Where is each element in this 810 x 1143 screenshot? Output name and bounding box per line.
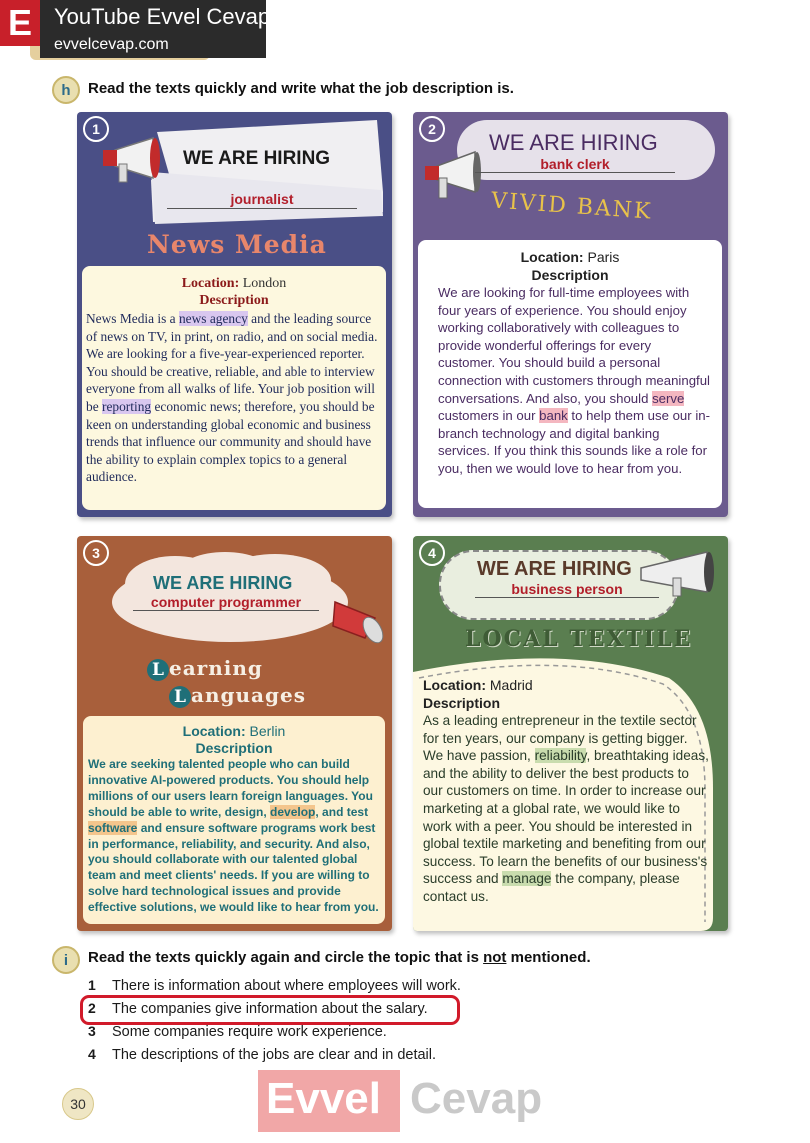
watermark-evvel: Evvel (266, 1074, 381, 1123)
company-name: VIVID BANK (490, 188, 654, 225)
desc-text: News Media is a (86, 311, 179, 326)
job-answer: business person (475, 581, 659, 598)
card-number: 4 (419, 540, 445, 566)
desc-text: to help them use our in-branch technology and digital banking services. If you think this sounds like a role for you, then we would love to hear from you. (438, 408, 710, 476)
job-card-2 (413, 112, 728, 517)
hiring-title: WE ARE HIRING (477, 558, 632, 580)
job-answer: bank clerk (475, 156, 675, 173)
job-description (86, 310, 384, 486)
company-name: LOCAL TEXTILE (465, 626, 693, 652)
company-name: News Media (147, 230, 327, 259)
brand-url[interactable]: evvelcevap.com (54, 36, 169, 53)
instruction-text: Read the texts quickly again and circle the topic that is (88, 949, 484, 966)
job-card-4 (413, 536, 728, 931)
description-label: Description (195, 740, 273, 756)
option-item-2[interactable] (88, 1000, 428, 1018)
highlighted-word: reporting (102, 398, 152, 414)
hiring-title: WE ARE HIRING (153, 573, 293, 593)
location-value: Paris (587, 249, 620, 265)
description-panel (82, 266, 386, 510)
location-line (423, 677, 533, 693)
desc-text: and ensure software programs work best in performance, reliability, and security. And also, you should collaborate with our talented global team and meet clients' needs. If you are willing to solve hard technological issues and provide effective solutions, we would like to hear from you. (88, 820, 379, 915)
highlighted-word: serve (652, 390, 685, 406)
option-text: Some companies require work experience. (112, 1024, 387, 1040)
section-i-instruction (88, 949, 591, 966)
job-description (423, 712, 709, 906)
description-label: Description (531, 267, 609, 283)
option-item-1[interactable] (88, 977, 461, 995)
desc-text: the company, please contact us. (423, 871, 680, 904)
description-label: Description (199, 293, 269, 308)
desc-text: We are looking for full-time employees with four years of experience. You should enjoy working collaboratively with colleagues to provide wonderful offerings for every customer. You should build a personal connection with customers through meaningful conversations. And also, you should (438, 285, 710, 406)
card-number: 3 (83, 540, 109, 566)
brand-title: YouTube Evvel Cevap (54, 4, 271, 29)
desc-text: and the leading source of news on TV, in print, on radio, and on social media. We are looking for a five-year-experienced reporter. You should be creative, reliable, and able to interview everyone from all walks of life. Your job position will be (86, 311, 378, 414)
location-label: Location: (182, 723, 246, 739)
section-h-instruction: Read the texts quickly and write what the job description is. (88, 80, 514, 97)
company-word: anguages (191, 683, 306, 707)
company-name-2 (169, 683, 306, 708)
desc-text: We are seeking talented people who can build innovative AI-powered products. You should help millions of our users learn foreign languages. You should be able to write, design, (88, 757, 373, 819)
company-word: earning (169, 656, 263, 680)
job-answer: journalist (167, 191, 357, 209)
watermark-cevap: Cevap (410, 1074, 543, 1123)
description-panel (418, 240, 722, 508)
company-name (147, 656, 263, 681)
highlighted-word: manage (502, 871, 552, 887)
section-h-badge: h (52, 76, 80, 104)
highlighted-word: develop (270, 804, 316, 819)
location-line (83, 723, 385, 739)
location-label: Location: (423, 677, 486, 693)
company-initial: L (147, 659, 169, 681)
desc-text: customers in our (438, 408, 540, 424)
option-item-3[interactable] (88, 1023, 387, 1041)
option-number: 3 (88, 1023, 96, 1039)
section-i-badge: i (52, 946, 80, 974)
location-line (418, 249, 722, 265)
card-number: 1 (83, 116, 109, 142)
option-text: The companies give information about the salary. (112, 1001, 428, 1017)
highlighted-word: software (88, 820, 138, 835)
desc-text: economic news; therefore, you should be keen on understanding global economic and business trends that influence our community and should have the ability to explain complex topics to a general audience. (86, 398, 375, 485)
location-value: London (242, 276, 287, 291)
job-card-3 (77, 536, 392, 931)
location-label: Location: (520, 249, 584, 265)
hiring-title: WE ARE HIRING (183, 148, 331, 169)
description-label: Description (423, 695, 501, 711)
megaphone-icon (95, 132, 165, 188)
location-value: Madrid (489, 677, 533, 693)
desc-text: , and test (315, 804, 369, 819)
location-value: Berlin (249, 723, 286, 739)
card-number: 2 (419, 116, 445, 142)
option-text: The descriptions of the jobs are clear and in detail. (112, 1047, 437, 1063)
option-text: There is information about where employees will work. (112, 978, 461, 994)
page-number: 30 (62, 1088, 94, 1120)
highlighted-word: bank (539, 408, 568, 424)
option-number: 1 (88, 977, 96, 993)
job-description (438, 284, 710, 478)
instruction-text: mentioned. (506, 949, 591, 966)
description-panel (83, 716, 385, 924)
job-description (88, 757, 382, 916)
option-item-4[interactable] (88, 1046, 436, 1064)
job-answer: computer programmer (133, 594, 319, 611)
desc-text: , breathtaking ideas, and the ability to deliver the best products to our customers on time. In order to increase our marketing at a global rate, we would like to work with a peer. You should be interested in global textile marketing and benefiting from our success. To learn the benefits of our business's success and (423, 748, 709, 887)
hiring-title: WE ARE HIRING (489, 130, 658, 155)
job-card-1 (77, 112, 392, 517)
highlighted-word: news agency (178, 311, 248, 326)
brand-logo: E (0, 0, 40, 46)
desc-text: As a leading entrepreneur in the textile sector for ten years, our company is getting bigger. We have passion, (423, 713, 697, 764)
megaphone-icon (329, 594, 389, 648)
instruction-emphasis: not (483, 949, 507, 966)
option-number: 4 (88, 1046, 96, 1062)
company-initial: L (169, 686, 191, 708)
location-line (82, 276, 386, 292)
option-number: 2 (88, 1000, 96, 1016)
location-label: Location: (181, 276, 240, 291)
megaphone-icon (419, 148, 483, 208)
highlighted-word: reliability (534, 748, 587, 764)
